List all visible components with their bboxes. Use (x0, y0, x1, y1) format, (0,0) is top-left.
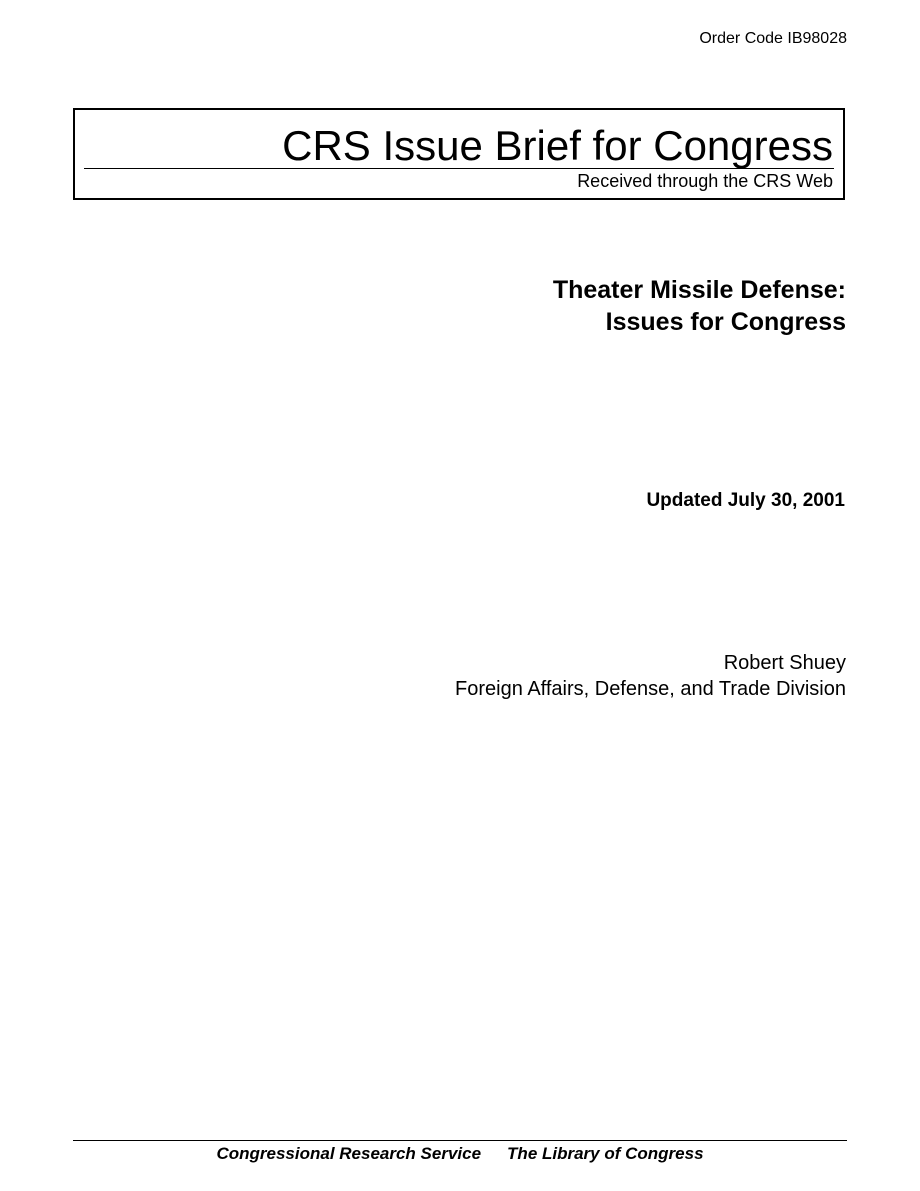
footer (73, 1143, 847, 1165)
document-title-line-2: Issues for Congress (605, 308, 846, 336)
updated-date: Updated July 30, 2001 (646, 490, 845, 511)
issue-brief-banner (73, 108, 845, 200)
banner-divider (84, 168, 834, 169)
footer-library: The Library of Congress (507, 1144, 704, 1163)
order-code: Order Code IB98028 (699, 30, 847, 47)
banner-subtitle: Received through the CRS Web (577, 171, 833, 191)
author-division: Foreign Affairs, Defense, and Trade Division (455, 678, 846, 700)
document-title-line-1: Theater Missile Defense: (552, 276, 846, 304)
footer-crs: Congressional Research Service (216, 1144, 482, 1163)
document-title (553, 274, 846, 338)
footer-divider (73, 1140, 847, 1141)
author-block (455, 650, 846, 702)
author-name: Robert Shuey (723, 652, 846, 674)
banner-title: CRS Issue Brief for Congress (282, 122, 833, 169)
